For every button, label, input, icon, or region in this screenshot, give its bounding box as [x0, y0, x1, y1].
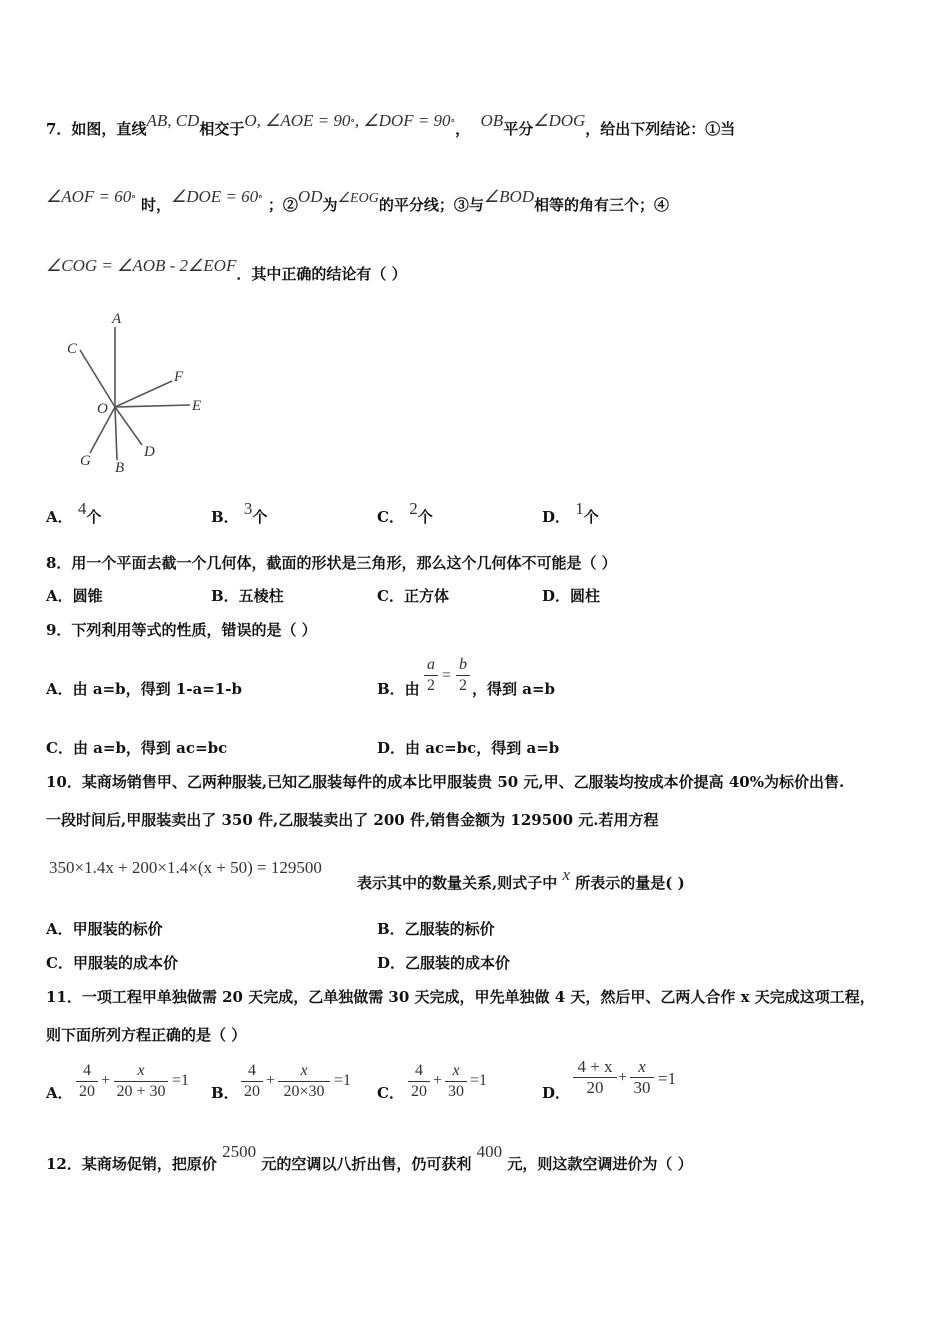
q8-option-c[interactable]: C．正方体 — [377, 587, 449, 605]
q11-c-plus: + — [433, 1072, 443, 1089]
q9-option-c[interactable]: C．由 a=b，得到 ac=bc — [46, 739, 228, 757]
q9-stem: 9．下列利用等式的性质，错误的是（ ） — [46, 621, 317, 639]
q11-c-frac1: 4 20 — [408, 1062, 430, 1101]
q12-stem: 12．某商场促销，把原价 2500 元的空调以八折出售，仍可获利 400 元，则这款空调进价为（ ） — [46, 1142, 693, 1173]
q7-option-b[interactable]: B． 3个 — [211, 499, 268, 526]
q9-frac-a-over-2: a 2 — [424, 656, 438, 695]
q9-option-a[interactable]: A．由 a=b，得到 1-a=1-b — [46, 680, 242, 698]
q11-d-plus: + — [618, 1069, 628, 1086]
q10-line1: 10．某商场销售甲、乙两种服装,已知乙服装每件的成本比甲服装贵 50 元,甲、乙服装均按成本价提高 40%为标价出售. — [46, 773, 845, 791]
ray-OD — [115, 407, 142, 445]
q8-option-a[interactable]: A．圆锥 — [46, 587, 103, 605]
q7-option-a[interactable]: A． 4个 — [46, 499, 102, 526]
q10-line3: 表示其中的数量关系,则式子中 x 所表示的量是( ) — [357, 865, 685, 892]
ray-OF — [115, 381, 172, 407]
q11-a-plus: + — [101, 1072, 111, 1089]
q9-option-b-suffix: ，得到 a=b — [472, 680, 555, 698]
q11-d-frac1: 4 + x 20 — [573, 1058, 617, 1097]
q11-option-a[interactable]: A． — [46, 1084, 73, 1102]
q11-c-frac2: x 30 — [445, 1062, 467, 1101]
label-B: B — [115, 460, 125, 476]
q8-option-d[interactable]: D．圆柱 — [542, 587, 601, 605]
q7-line3: ∠COG = ∠AOB - 2∠EOF．其中正确的结论有（ ） — [46, 256, 407, 283]
ray-OE — [115, 405, 190, 407]
q11-line1: 11．一项工程甲单独做需 20 天完成，乙单独做需 30 天完成，甲先单独做 4 天，然后甲、乙两人合作 x 天完成这项工程， — [46, 988, 875, 1006]
q7-option-c[interactable]: C． 2个 — [377, 499, 433, 526]
q10-option-b[interactable]: B．乙服装的标价 — [377, 920, 495, 938]
q9-equals: = — [442, 667, 452, 684]
q8-stem: 8．用一个平面去截一个几何体，截面的形状是三角形，那么这个几何体不可能是（ ） — [46, 554, 617, 572]
q11-option-b[interactable]: B． — [211, 1084, 239, 1102]
label-C: C — [67, 341, 78, 357]
label-F: F — [174, 369, 184, 385]
q9-option-b[interactable]: B．由 — [377, 680, 420, 698]
q11-b-equals: =1 — [334, 1072, 352, 1089]
q11-d-equals: =1 — [658, 1069, 677, 1088]
q11-b-frac1: 4 20 — [241, 1062, 263, 1101]
q11-b-frac2: x 20×30 — [278, 1062, 330, 1101]
q11-line2: 则下面所列方程正确的是（ ） — [46, 1026, 247, 1044]
q10-line2: 一段时间后,甲服装卖出了 350 件,乙服装卖出了 200 件,销售金额为 129500 元.若用方程 — [46, 811, 659, 829]
q10-option-c[interactable]: C．甲服装的成本价 — [46, 954, 178, 972]
label-A: A — [112, 311, 122, 327]
q8-option-b[interactable]: B．五棱柱 — [211, 587, 284, 605]
q11-a-frac1: 4 20 — [76, 1062, 98, 1101]
q11-c-equals: =1 — [470, 1072, 488, 1089]
q7-option-d[interactable]: D． 1个 — [542, 499, 599, 526]
q10-option-d[interactable]: D．乙服装的成本价 — [377, 954, 511, 972]
q10-option-a[interactable]: A．甲服装的标价 — [46, 920, 163, 938]
q11-d-frac2: x 30 — [630, 1058, 654, 1097]
q10-equation: 350×1.4x + 200×1.4×(x + 50) = 129500 — [49, 858, 322, 877]
label-E: E — [192, 398, 202, 414]
q11-option-c[interactable]: C． — [377, 1084, 404, 1102]
geometry-figure — [60, 305, 230, 480]
q7-line1: 7．如图，直线AB, CD相交于O, ∠AOE = 90°, ∠DOF = 90°， OB平分∠DOG，给出下列结论：①当 — [46, 111, 736, 138]
label-O: O — [97, 401, 108, 417]
q11-b-plus: + — [266, 1072, 276, 1089]
ray-OB — [115, 407, 117, 460]
q9-option-d[interactable]: D．由 ac=bc，得到 a=b — [377, 739, 560, 757]
q7-line2: ∠AOF = 60° 时，∠DOE = 60° ；②OD为∠EOG的平分线；③与∠BOD相等的角有三个；④ — [46, 187, 670, 214]
q11-a-frac2: x 20 + 30 — [114, 1062, 168, 1101]
q9-frac-b-over-2: b 2 — [456, 656, 470, 695]
label-D: D — [144, 444, 155, 460]
label-G: G — [80, 453, 91, 469]
q11-a-equals: =1 — [172, 1072, 190, 1089]
ray-OC — [80, 350, 115, 407]
q11-option-d[interactable]: D． — [542, 1084, 571, 1102]
